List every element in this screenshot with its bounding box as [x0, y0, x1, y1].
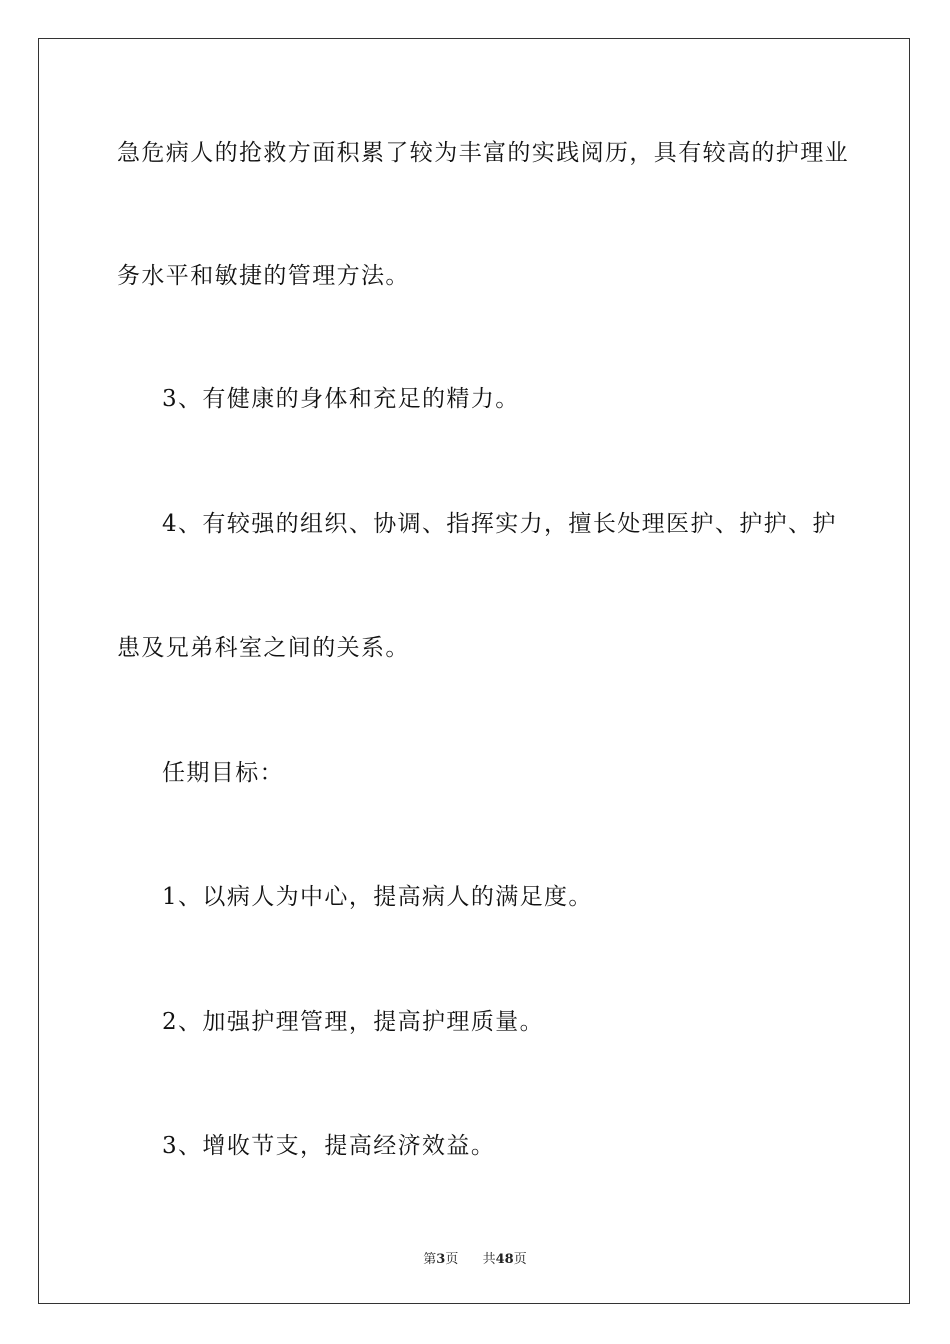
goal-item-1: 1、以病人为中心，提高病人的满足度。	[162, 884, 593, 910]
page-border	[38, 38, 910, 1304]
list-item-organization: 4、有较强的组织、协调、指挥实力，擅长处理医护、护护、护	[162, 511, 837, 537]
section-heading-goals: 任期目标：	[162, 760, 284, 786]
total-prefix: 共	[482, 1252, 496, 1267]
page-number: 3	[436, 1252, 446, 1267]
paragraph-line: 急危病人的抢救方面积累了较为丰富的实践阅历，具有较高的护理业	[117, 140, 849, 166]
total-pages: 48	[495, 1252, 514, 1267]
list-item-health: 3、有健康的身体和充足的精力。	[162, 386, 520, 412]
paragraph-line: 患及兄弟科室之间的关系。	[117, 635, 410, 661]
page-suffix: 页	[445, 1252, 459, 1267]
goal-item-3: 3、增收节支，提高经济效益。	[162, 1133, 496, 1159]
page-prefix: 第	[423, 1252, 437, 1267]
total-suffix: 页	[513, 1252, 527, 1267]
page-footer	[0, 1248, 950, 1267]
paragraph-line: 务水平和敏捷的管理方法。	[117, 263, 410, 289]
goal-item-2: 2、加强护理管理，提高护理质量。	[162, 1009, 545, 1035]
